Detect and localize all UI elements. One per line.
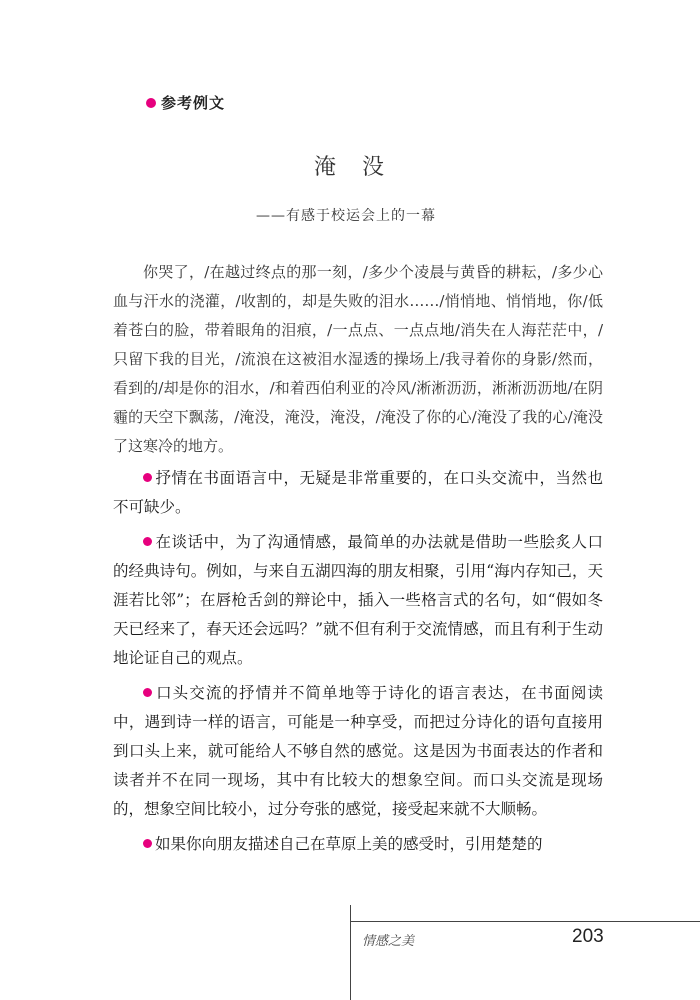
essay-subtitle: ——有感于校运会上的一幕: [256, 208, 436, 224]
essay-title: 淹 没: [313, 155, 386, 180]
essay-text: 你哭了，/在越过终点的那一刻，/多少个凌晨与黄昏的耕耘，/多少心血与汗水的浇灌，/收割的，却是失败的泪水……/悄悄地、悄悄地，你/低着苍白的脸，带着眼角的泪痕，/一点点、一点点地/消失在人海茫茫中，/只留下我的目光，/流浪在这被泪水湿透的操场上/我寻着你的身影/然而，看到的/却是你的泪水，/和着西伯利亚的冷风/淅淅沥沥，淅淅沥沥地/在阴霾的天空下飘荡，/淹没，淹没，淹没，/淹没了你的心/淹没了我的心/淹没了这寒冷的地方。: [113, 263, 603, 455]
bullet-dot-icon: [143, 537, 152, 546]
paragraph: 在谈话中，为了沟通情感，最简单的办法就是借助一些脍炙人口的经典诗句。例如，与来自五湖四海的朋友相聚，引用“海内存知己，天涯若比邻”；在唇枪舌剑的辩论中，插入一些格言式的名句，如“假如冬天已经来了，春天还会远吗？”就不但有利于交流情感，而且有利于生动地论证自己的观点。: [113, 533, 603, 667]
section-heading: [146, 92, 225, 113]
footer-chapter-label: 情感之美: [362, 934, 415, 949]
bullet-dot-icon: [143, 839, 152, 848]
essay-body: [113, 258, 603, 461]
body-text: [113, 464, 603, 865]
paragraph: 口头交流的抒情并不简单地等于诗化的语言表达，在书面阅读中，遇到诗一样的语言，可能是一种享受，而把过分诗化的语句直接用到口头上来，就可能给人不够自然的感觉。这是因为书面表达的作者和读者并不在同一现场，其中有比较大的想象空间。而口头交流是现场的，想象空间比较小，过分夸张的感觉，接受起来就不大顺畅。: [113, 684, 603, 818]
bullet-dot-icon: [143, 688, 152, 697]
section-heading-text: 参考例文: [161, 94, 226, 112]
footer-divider-horizontal: [350, 921, 700, 922]
paragraph: 抒情在书面语言中，无疑是非常重要的，在口头交流中，当然也不可缺少。: [113, 469, 603, 516]
footer-divider-vertical: [350, 905, 351, 1000]
page-number: 203: [572, 926, 604, 947]
paragraph: 如果你向朋友描述自己在草原上美的感受时，引用楚楚的: [113, 830, 603, 859]
bullet-dot-icon: [143, 473, 152, 482]
bullet-dot-icon: [146, 98, 156, 108]
